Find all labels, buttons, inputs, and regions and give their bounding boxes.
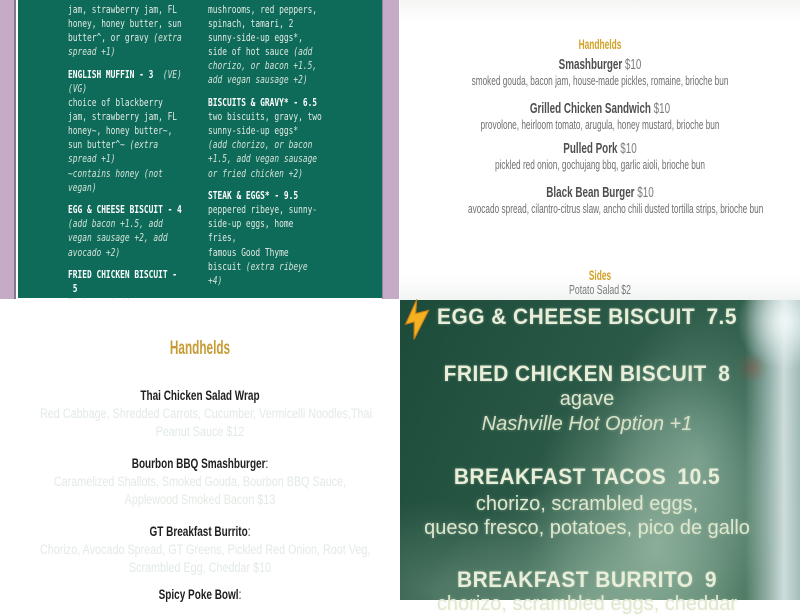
board-item-name: FRIED CHICKEN BISCUIT: [443, 361, 707, 386]
board-item-option: Nashville Hot Option +1: [481, 413, 693, 435]
menu-line: [208, 231, 388, 245]
menu-line-segment: (extra ribeye: [245, 260, 308, 273]
menu-line: [208, 3, 388, 17]
menu-line: [208, 167, 388, 181]
board-item-name-line: [409, 304, 764, 330]
handhelds-menu-white: [400, 0, 800, 300]
board-item-description: chorizo, scrambled eggs,: [475, 493, 699, 515]
menu-line-segment: +1.5, add vegan sausage: [208, 153, 318, 166]
menu-line-segment: famous Good Thyme: [208, 246, 289, 259]
menu-line-segment: Chorizo, Avocado Spread, GT Greens, Pickled Red Onion, Root Veg,: [40, 542, 371, 557]
menu-line-segment: STEAK & EGGS* - 9.5: [208, 190, 299, 203]
menu-line: [40, 423, 360, 441]
menu-line: [208, 274, 388, 288]
menu-item: [460, 283, 740, 298]
menu-line: [208, 152, 388, 166]
menu-line-segment: butter^, or gravy: [68, 32, 154, 45]
board-item-name: EGG & CHEESE BISCUIT: [437, 304, 696, 329]
menu-line-segment: jam, strawberry jam, FL: [68, 4, 178, 16]
menu-line-segment: sun butter^~: [68, 139, 130, 152]
menu-line: [208, 189, 388, 203]
menu-item-name: Thai Chicken Salad Wrap: [140, 388, 260, 403]
menu-line-segment: Applewood Smoked Bacon $13: [124, 491, 276, 507]
menu-line-segment: (extra: [153, 32, 182, 45]
menu-line-segment: FRIED CHICKEN BISCUIT -: [68, 269, 178, 282]
menu-item-name: Pulled Pork: [563, 141, 618, 157]
menu-item-colon: :: [265, 456, 269, 471]
menu-line-segment: peppered ribeye, sunny-: [208, 204, 318, 217]
board-item-name-line: [409, 361, 764, 387]
menu-item: [400, 141, 800, 172]
menu-board-photo: [400, 300, 800, 615]
menu-line-segment: spread +1): [68, 153, 116, 166]
menu-item-description: [0, 473, 400, 508]
menu-line-segment: side of hot sauce: [208, 46, 294, 59]
menu-item-name-line: [464, 185, 736, 201]
menu-item-price: $2: [621, 283, 631, 297]
menu-left-border: [0, 0, 16, 299]
menu-line: [208, 217, 388, 231]
menu-item: [400, 57, 800, 88]
menu-item-price: $10: [620, 141, 637, 157]
menu-line-segment: add vegan sausage +2): [208, 74, 308, 87]
menu-line-segment: jam, strawberry jam, FL: [68, 111, 178, 124]
menu-item-name-line: [52, 586, 348, 604]
menu-item-description: pickled red onion, gochujang bbq, garlic aioli, brioche bun: [494, 158, 706, 172]
menu-line-segment: BISCUITS & GRAVY* - 6.5: [208, 97, 318, 110]
menu-line: [40, 541, 371, 559]
menu-item-price: $10: [653, 101, 671, 117]
menu-line-segment: 5: [68, 283, 78, 296]
menu-item-description: [0, 541, 400, 576]
board-item-name: BREAKFAST TACOS: [453, 464, 667, 489]
board-item-price: 9: [704, 567, 717, 592]
menu-line-segment: Peanut Sauce $12: [155, 423, 245, 439]
menu-line-segment: (VE): [162, 68, 182, 81]
menu-line-segment: (VG): [68, 82, 87, 95]
board-item-name-line: [409, 567, 764, 593]
menu-line-gap: [208, 288, 388, 297]
menu-line: [40, 473, 360, 491]
handhelds-heading: Handhelds: [578, 37, 622, 52]
menu-item-price: $10: [637, 185, 654, 201]
menu-line-segment: +4): [208, 274, 223, 287]
menu-line-segment: choice of blackberry: [68, 97, 163, 110]
green-menu-column-2: [208, 3, 388, 310]
menu-line-segment: sunny-side-up eggs*: [208, 125, 299, 138]
menu-line-segment: Caramelized Shallots, Smoked Gouda, Bourbon BBQ Sauce,: [53, 474, 347, 489]
menu-line-segment: (add: [293, 46, 313, 59]
menu-item-name-line: [52, 455, 348, 473]
board-item-name-line: [409, 464, 764, 490]
menu-line: [40, 559, 360, 577]
menu-line: [40, 491, 360, 509]
menu-line-segment: honey, honey butter, sun: [68, 18, 182, 31]
menu-item-name: Smashburger: [558, 57, 623, 73]
board-item-name: BREAKFAST BURRITO: [457, 567, 694, 592]
menu-item-name-line: [464, 141, 736, 157]
menu-line: [208, 246, 388, 260]
menu-line-segment: ENGLISH MUFFIN - 3: [68, 68, 163, 81]
menu-line-segment: two biscuits, gravy, two: [208, 111, 322, 124]
menu-item: [0, 586, 400, 604]
menu-line-segment: spread +1): [68, 46, 116, 59]
menu-line-segment: Scrambled Egg, Cheddar $10: [128, 559, 272, 575]
menu-item: [0, 523, 400, 576]
menu-line-segment: chorizo, or bacon +1.5,: [208, 60, 318, 73]
handhelds-heading: Handhelds: [169, 338, 231, 359]
menu-line: [208, 45, 388, 59]
menu-line-segment: (add bacon +1.5, add: [68, 218, 163, 231]
board-item-description: chorizo, scrambled eggs, cheddar: [436, 593, 738, 615]
menu-item-name: Potato Salad: [569, 283, 620, 297]
menu-item-name-line: [52, 387, 348, 405]
menu-line: [208, 260, 388, 274]
menu-item-name: Spicy Poke Bowl: [158, 587, 239, 602]
menu-item-name-line: [464, 57, 736, 73]
sides-heading: Sides: [588, 268, 612, 283]
breakfast-menu-green: [0, 0, 400, 300]
menu-item-colon: :: [238, 587, 242, 602]
menu-line-segment: ~contains honey (not: [68, 167, 163, 180]
menu-line-gap: [208, 181, 388, 190]
menu-item-description: avocado spread, cilantro-citrus slaw, ancho chili dusted tortilla strips, brioche bun: [468, 202, 764, 216]
menu-item-name: Black Bean Burger: [546, 185, 635, 201]
menu-line: [40, 405, 372, 423]
menu-line-segment: (extra: [129, 139, 159, 152]
menu-line-segment: (add chorizo, or bacon: [208, 139, 313, 152]
menu-item-name: Bourbon BBQ Smashburger: [131, 456, 266, 471]
menu-line: [208, 73, 388, 87]
menu-item-description: [0, 405, 400, 440]
menu-item: [400, 101, 800, 132]
menu-item-name: Grilled Chicken Sandwich: [529, 101, 651, 117]
menu-line-segment: honey~, honey butter~,: [68, 125, 173, 138]
board-item-price: 10.5: [677, 464, 721, 489]
menu-item: [0, 387, 400, 440]
menu-item-description: provolone, heirloom tomato, arugula, honey mustard, brioche bun: [480, 118, 720, 132]
menu-right-border: [382, 0, 399, 299]
menu-item-description: smoked gouda, bacon jam, house-made pickles, romaine, brioche bun: [471, 74, 729, 88]
menu-line: [208, 138, 388, 152]
board-item-price: 7.5: [706, 304, 737, 329]
menu-item-colon: :: [247, 524, 251, 539]
menu-line-segment: fries,: [208, 232, 237, 245]
menu-item-name-line: [52, 523, 348, 541]
menu-line: [208, 59, 388, 73]
menu-item: [0, 455, 400, 508]
menu-line-segment: Red Cabbage, Shredded Carrots, Cucumber, Vermicelli Noodles,Thai: [40, 406, 372, 421]
menu-line-segment: side-up eggs, home: [208, 218, 294, 231]
menu-line: [208, 17, 388, 31]
menu-line-gap: [208, 88, 388, 97]
board-item-description: agave: [559, 388, 615, 410]
menu-line: [208, 96, 388, 110]
menu-line-segment: vegan sausage +2, add: [68, 232, 168, 245]
menu-line-segment: mushrooms, red peppers,: [208, 4, 318, 16]
handhelds-menu-catering: [0, 300, 400, 600]
menu-line-segment: spinach, tamari, 2: [208, 18, 294, 31]
menu-line-segment: or fried chicken +2): [208, 167, 303, 180]
menu-item-name: GT Breakfast Burrito: [149, 524, 248, 539]
menu-line: [208, 31, 388, 45]
board-item-price: 8: [718, 361, 731, 386]
menu-item-name-line: [464, 101, 736, 117]
menu-line: [208, 203, 388, 217]
menu-line-segment: avocado +2): [68, 246, 121, 259]
menu-line-segment: EGG & CHEESE BISCUIT - 4: [68, 204, 182, 217]
board-item-description: queso fresco, potatoes, pico de gallo: [424, 517, 750, 539]
green-menu-board: [18, 0, 382, 298]
menu-line-segment: vegan): [68, 181, 97, 194]
menu-item: [400, 185, 800, 216]
menu-line-segment: biscuit: [208, 260, 246, 273]
menu-item-price: $10: [624, 57, 642, 73]
menu-line-segment: sunny-side-up eggs*,: [208, 32, 303, 45]
menu-line: [208, 124, 388, 138]
menu-line: [208, 110, 388, 124]
